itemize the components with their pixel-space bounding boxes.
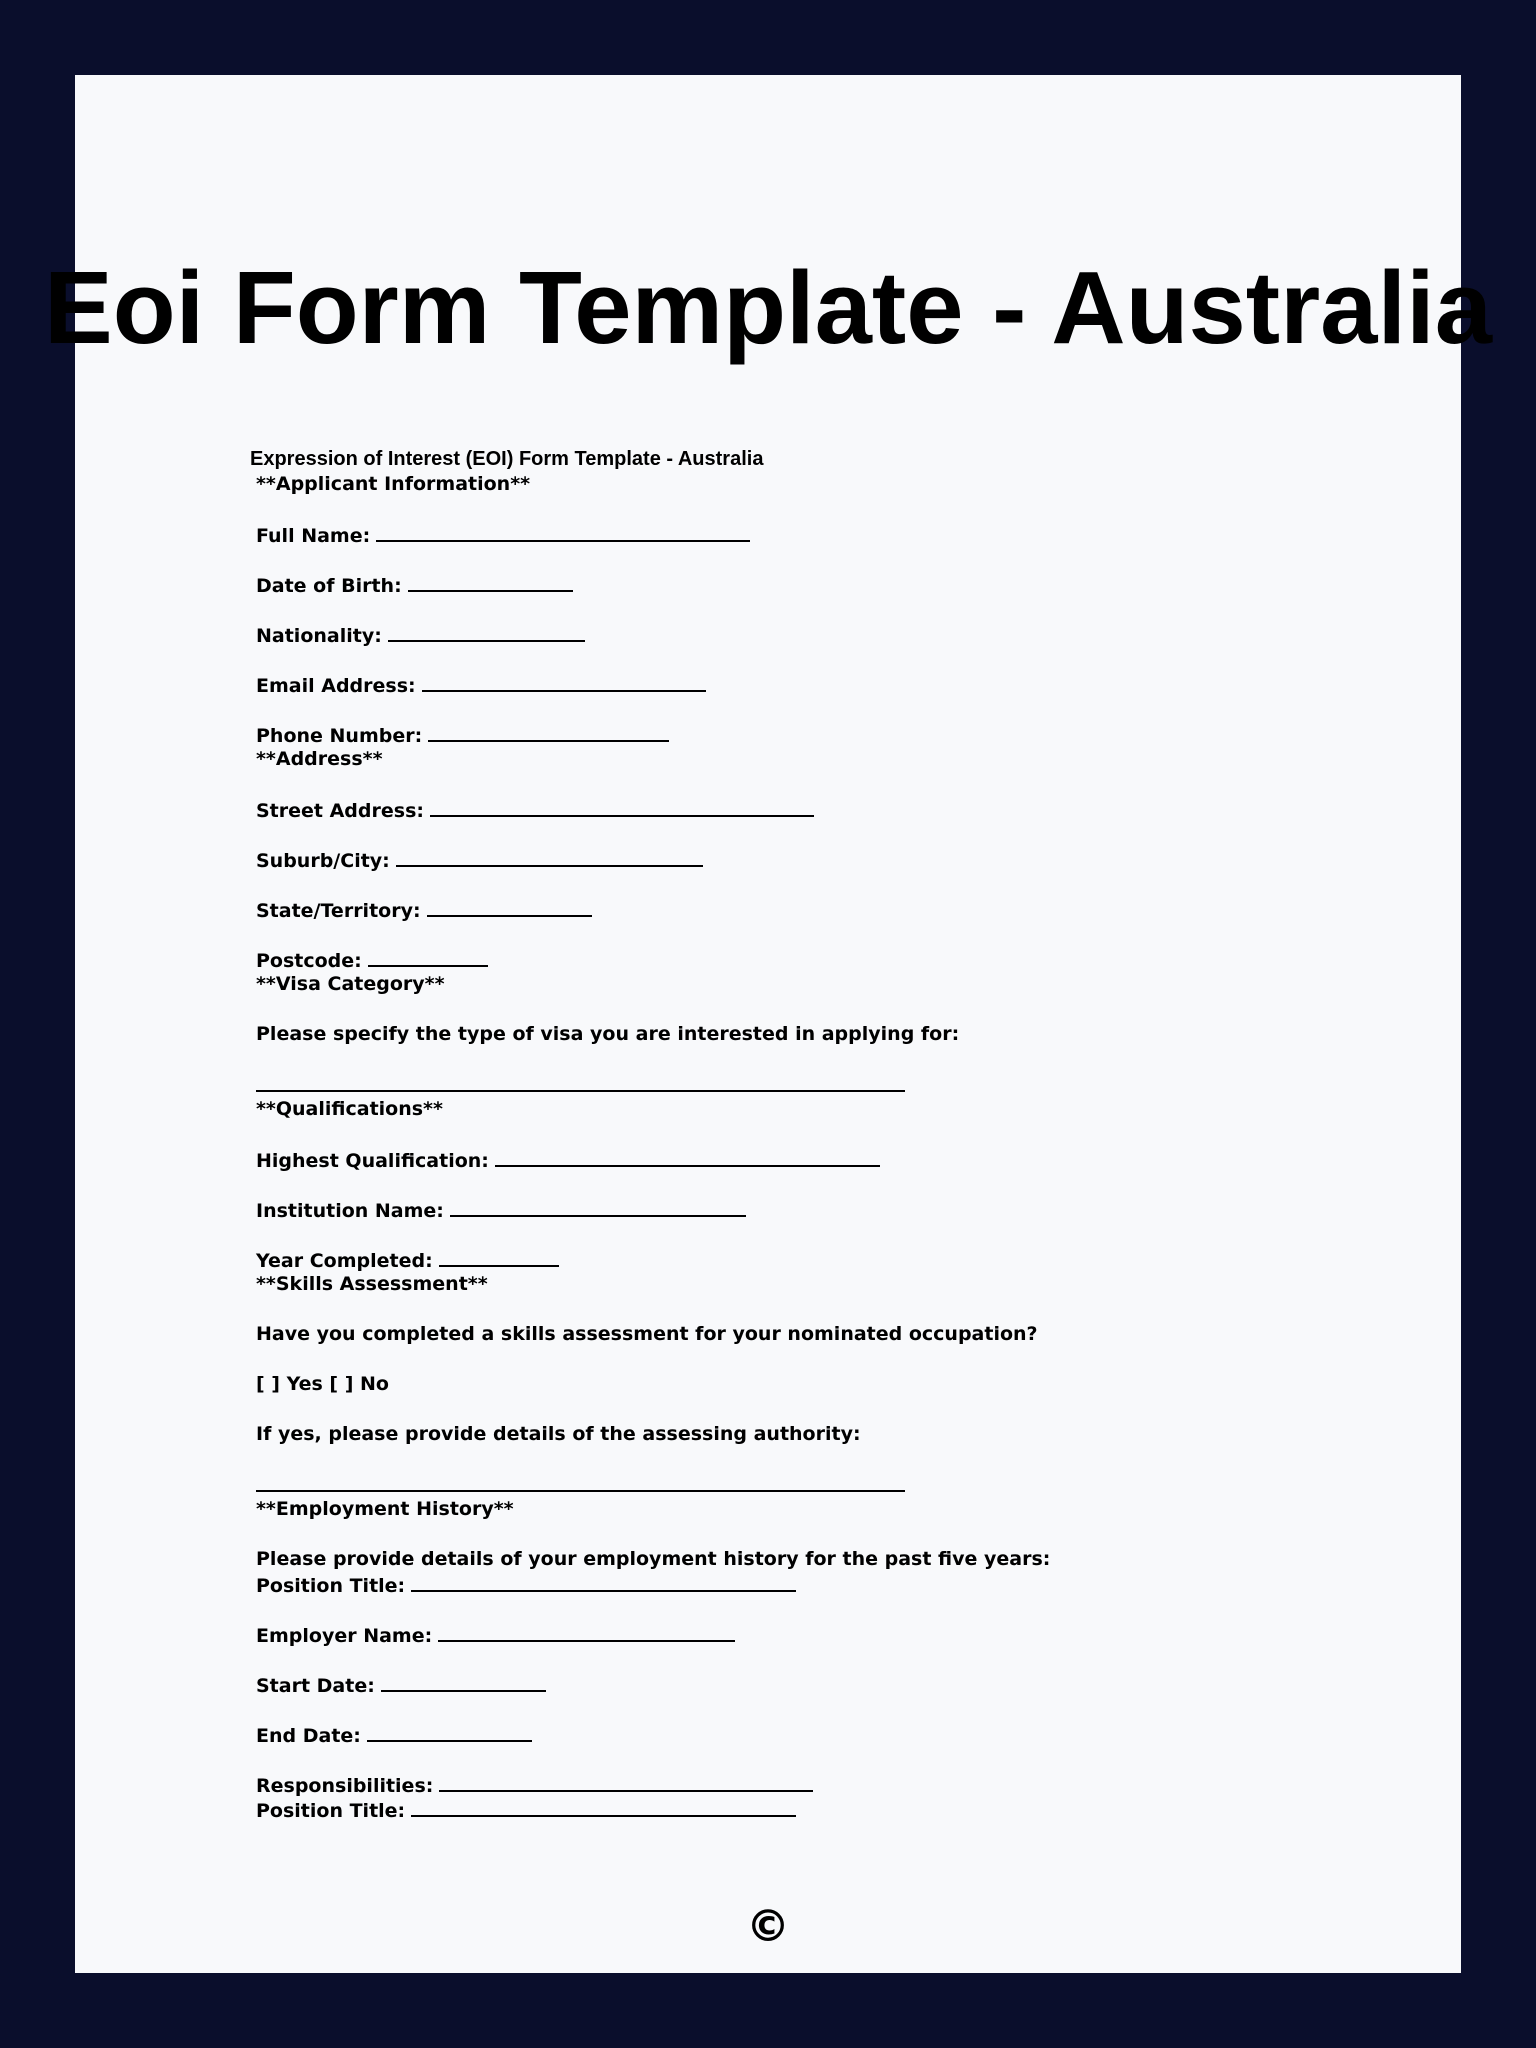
email-field [256,672,1050,697]
postcode-field [256,947,1050,972]
visa-field [256,1072,1050,1097]
suburb-label: Suburb/City: [256,850,390,872]
dob-label: Date of Birth: [256,575,402,597]
qualifications-section-heading: **Qualifications** [256,1098,443,1120]
position-title-blank-2[interactable] [411,1797,796,1817]
year-completed-label: Year Completed: [256,1250,433,1272]
skills-question: Have you completed a skills assessment for your nominated occupation? [256,1323,1038,1345]
employment-section-heading: **Employment History** [256,1498,514,1520]
full-name-label: Full Name: [256,525,371,547]
copyright-icon: © [746,1901,790,1952]
dob-blank[interactable] [408,572,573,592]
highest-qualification-label: Highest Qualification: [256,1150,489,1172]
nationality-label: Nationality: [256,625,382,647]
state-label: State/Territory: [256,900,421,922]
nationality-blank[interactable] [388,622,585,642]
document-heading: Expression of Interest (EOI) Form Template - Australia [250,448,764,470]
skills-details-prompt: If yes, please provide details of the assessing authority: [256,1423,861,1445]
street-label: Street Address: [256,800,424,822]
position-title-label-2: Position Title: [256,1800,406,1822]
institution-blank[interactable] [450,1197,746,1217]
address-section-heading: **Address** [256,748,383,770]
visa-prompt: Please specify the type of visa you are interested in applying for: [256,1023,960,1045]
phone-field [256,722,1050,747]
end-date-field [256,1722,1050,1747]
position-title-blank[interactable] [411,1572,796,1592]
position-title-field [256,1572,1050,1597]
start-date-field [256,1672,1050,1697]
skills-details-blank[interactable] [256,1472,905,1492]
institution-field [256,1197,1050,1222]
year-completed-blank[interactable] [439,1247,559,1267]
street-field [256,797,1050,822]
skills-details-field [256,1472,1050,1497]
dob-field [256,572,1050,597]
highest-qualification-field [256,1147,1050,1172]
position-title-label: Position Title: [256,1575,406,1597]
phone-label: Phone Number: [256,725,423,747]
skills-options[interactable]: [ ] Yes [ ] No [256,1373,389,1395]
suburb-blank[interactable] [396,847,703,867]
applicant-section-heading: **Applicant Information** [256,473,531,495]
responsibilities-label: Responsibilities: [256,1775,434,1797]
visa-section-heading: **Visa Category** [256,973,445,995]
year-completed-field [256,1247,1050,1272]
postcode-label: Postcode: [256,950,362,972]
eoi-form [250,447,1050,1822]
highest-qualification-blank[interactable] [495,1147,880,1167]
end-date-label: End Date: [256,1725,361,1747]
responsibilities-blank[interactable] [439,1772,813,1792]
phone-blank[interactable] [428,722,669,742]
nationality-field [256,622,1050,647]
postcode-blank[interactable] [368,947,488,967]
state-blank[interactable] [427,897,592,917]
employment-prompt: Please provide details of your employment history for the past five years: [256,1548,1051,1570]
page-title: Eoi Form Template - Australia [44,250,1492,365]
position-title-field-2 [256,1797,1050,1822]
email-blank[interactable] [422,672,706,692]
full-name-field [256,522,1050,547]
full-name-blank[interactable] [376,522,750,542]
responsibilities-field [256,1772,1050,1797]
visa-blank[interactable] [256,1072,905,1092]
state-field [256,897,1050,922]
employer-blank[interactable] [438,1622,735,1642]
start-date-blank[interactable] [381,1672,546,1692]
start-date-label: Start Date: [256,1675,375,1697]
end-date-blank[interactable] [367,1722,532,1742]
suburb-field [256,847,1050,872]
employer-label: Employer Name: [256,1625,433,1647]
institution-label: Institution Name: [256,1200,444,1222]
employer-field [256,1622,1050,1647]
skills-section-heading: **Skills Assessment** [256,1273,488,1295]
email-label: Email Address: [256,675,416,697]
street-blank[interactable] [430,797,814,817]
